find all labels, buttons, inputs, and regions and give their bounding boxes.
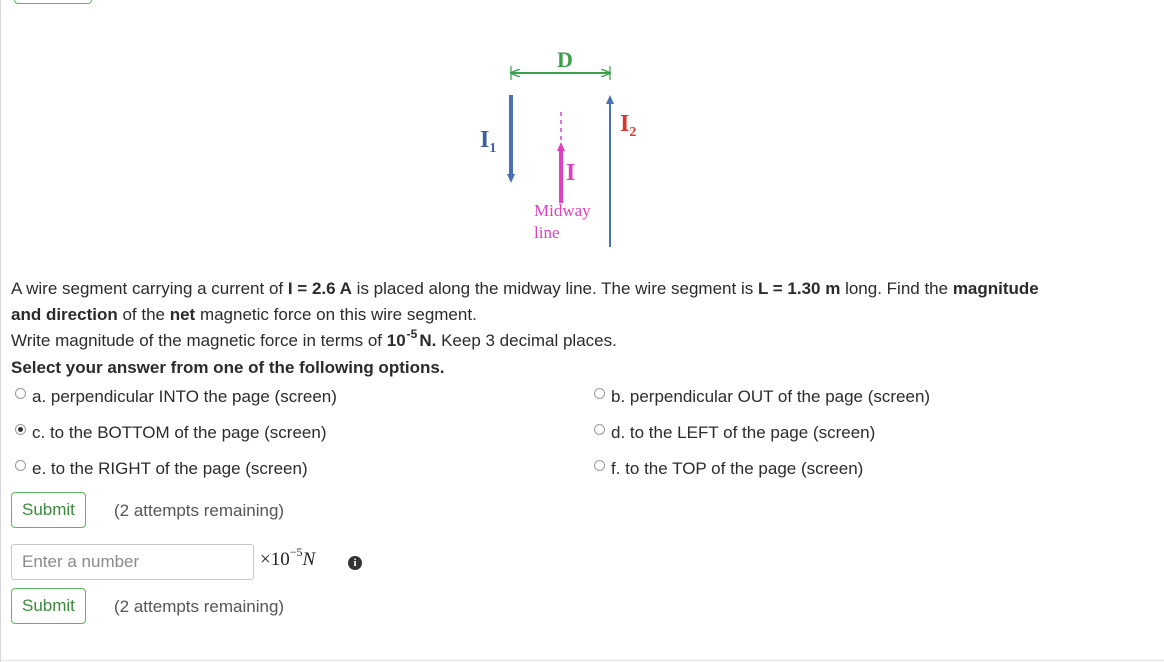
question-line-2: and direction of the net magnetic force on this wire segment. bbox=[11, 305, 477, 324]
wire-segment-arrowhead bbox=[557, 142, 565, 151]
option-c[interactable]: c. to the BOTTOM of the page (screen) bbox=[15, 422, 326, 444]
question-text bbox=[11, 276, 1156, 381]
unit-label: $\times 10^{-5}N$ bbox=[260, 545, 316, 570]
info-icon[interactable]: i bbox=[348, 556, 362, 570]
current-1-label: $I_1$ bbox=[480, 127, 497, 156]
radio-icon[interactable] bbox=[15, 460, 26, 471]
attempts-remaining-1: (2 attempts remaining) bbox=[114, 501, 285, 520]
submit-magnitude-button[interactable]: Submit bbox=[11, 588, 86, 624]
option-f[interactable]: f. to the TOP of the page (screen) bbox=[594, 458, 863, 480]
submit-direction-button[interactable]: Submit bbox=[11, 492, 86, 528]
midway-label-line2: line bbox=[534, 223, 560, 242]
option-b[interactable]: b. perpendicular OUT of the page (screen) bbox=[594, 386, 930, 408]
radio-icon[interactable] bbox=[594, 424, 605, 435]
attempts-remaining-2: (2 attempts remaining) bbox=[114, 597, 285, 616]
select-prompt: Select your answer from one of the following options. bbox=[11, 358, 445, 377]
segment-current-label: I bbox=[566, 160, 576, 186]
wire-diagram bbox=[0, 0, 1164, 262]
question-line-1: A wire segment carrying a current of I = 2.6 A is placed along the midway line. The wire segment is L = 1.30 m long. Find the magnitude bbox=[11, 279, 1039, 298]
radio-selected-icon[interactable] bbox=[15, 424, 26, 435]
radio-icon[interactable] bbox=[594, 388, 605, 399]
radio-icon[interactable] bbox=[15, 388, 26, 399]
midway-label-line1: Midway bbox=[534, 201, 591, 220]
current-2-label: $I_2$ bbox=[620, 111, 637, 140]
wire-1-arrowhead bbox=[507, 174, 515, 183]
option-a[interactable]: a. perpendicular INTO the page (screen) bbox=[15, 386, 337, 408]
wire-2-arrowhead bbox=[606, 95, 614, 104]
question-line-3: Write magnitude of the magnetic force in terms of $10^{-5}$ N. Keep 3 decimal places. bbox=[11, 327, 617, 350]
distance-label: D bbox=[557, 47, 573, 72]
option-e[interactable]: e. to the RIGHT of the page (screen) bbox=[15, 458, 308, 480]
magnitude-input[interactable] bbox=[11, 544, 254, 580]
radio-icon[interactable] bbox=[594, 460, 605, 471]
frame-border-bottom bbox=[0, 660, 1164, 661]
option-d[interactable]: d. to the LEFT of the page (screen) bbox=[594, 422, 875, 444]
